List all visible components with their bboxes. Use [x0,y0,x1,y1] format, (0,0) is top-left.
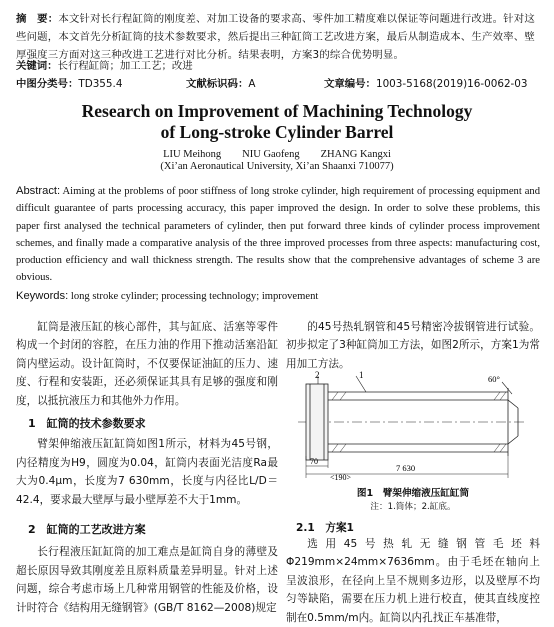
chinese-keywords-label: 关键词： [16,60,58,72]
english-abstract-label: Abstract: [16,185,61,197]
english-abstract [16,183,540,287]
section-2-paragraph: 长行程液压缸缸筒的加工难点是缸筒自身的薄壁及超长原因导致其刚度差且原料质量差异明显。针对上述问题，综合考虑市场上几种常用钢管的性能及价格，设计时符合《结构用无缝钢管》(GB/T 8162—2008)规定 [16,546,278,614]
label-1: 1 [359,370,364,380]
label-2: 2 [315,370,320,380]
english-keywords [16,290,540,302]
body-right-column-top [286,318,540,373]
article-meta-row [16,75,538,91]
cylinder-barrel-drawing [296,370,532,482]
english-authors: LIU Meihong NIU Gaofeng ZHANG Kangxi [163,149,391,160]
cylinder-bottom [306,384,328,460]
dimension-total-label: 7 630 [396,463,416,473]
section-1-heading: 1 缸筒的技术参数要求 [28,417,146,431]
chinese-abstract-text: 本文针对长行程缸筒的刚度差、对加工设备的要求高、零件加工精度难以保证等问题进行改进。针对这些问题，本文首先分析缸筒的技术参数要求，然后提出三种缸筒工艺改进方案，最后从制造成本、生产效率、壁厚强度三方面对这三种改进工艺进行对比分析。结果表明，方案3的综合优势明显。 [16,13,535,61]
english-title-line2: of Long-stroke Cylinder Barrel [160,122,394,142]
angle-label: 60° [488,374,500,384]
document-code: 文献标识码：A [186,78,256,90]
body-left-column [16,318,278,617]
chinese-keywords-text: 长行程缸筒；加工工艺；改进 [57,60,193,72]
article-number: 文章编号：1003-5168(2019)16-0062-03 [324,78,528,90]
figure-1-note: 注：1.筒体；2.缸底。 [370,502,456,512]
chinese-abstract-label: 摘 要： [16,13,59,25]
subsection-2-1-heading: 2.1 方案1 [296,522,354,534]
scheme-1-paragraph: 选用45号热轧无缝钢管毛坯料Φ219mm×24mm×7636mm。由于毛坯在轴向上呈波浪形，在径向上呈不规则多边形，以及壁厚不均匀等缺陷，需要在压力机上进行校直，使其直线度控制在0.5mm/m内。缸筒以内孔找正车基准带， [286,538,540,624]
intro-paragraph: 缸筒是液压缸的核心部件，其与缸底、活塞等零件构成一个封闭的容腔，在压力油的作用下推动活塞沿缸筒内壁运动。设计缸筒时，不仅要保证油缸的压力、速度、行程和安装距，还必须保证其具有足够的强度和刚度，以抵抗液压力和其他外力作用。 [16,321,278,407]
section-1-paragraph: 臂架伸缩液压缸缸筒如图1所示，材料为45号钢，内径精度为H9，圆度为0.04，缸筒内表面光洁度Ra最大为0.4μm，长度为7 630mm，长度与内径比L/D＝42.4，要求最大壁厚与最小壁厚差不大于1mm。 [16,438,278,506]
english-affiliation: (Xi’an Aeronautical University, Xi’an Shaanxi 710077) [160,161,394,172]
right-intro-paragraph: 的45号热轧钢管和45号精密冷拔钢管进行试验。初步拟定了3种缸筒加工方法，如图2所示，方案1为常用加工方法。 [286,321,540,370]
chinese-keywords [16,57,193,72]
english-title [0,101,554,143]
clc-number: 中图分类号：TD355.4 [16,78,123,90]
figure-1-caption: 图1 臂架伸缩液压缸缸筒 [356,488,470,499]
dimension-70-label: 70 [310,457,318,466]
english-abstract-text: Aiming at the problems of poor stiffness of long stroke cylinder, high requirement of processing equipment and difficult guarantee of parts processing accuracy, this paper improved the design. In order to solve these problems, this paper first analysed the technical parameters of cylinder, then put forward three kinds of cylinder process improvement schemes, and finally made a comparative analysis of the three improved processes from three aspects: manufacturing cost, production efficiency and wall thickness strength. The results show that the comprehensive advantages of scheme 3 are obvious. [16,186,540,284]
english-keywords-text: long stroke cylinder; processing technology; improvement [68,291,319,302]
chinese-abstract [16,10,538,64]
dimension-190-label: <190> [330,473,352,482]
english-title-line1: Research on Improvement of Machining Technology [81,101,473,121]
section-2-heading: 2 缸筒的工艺改进方案 [28,523,146,537]
english-keywords-label: Keywords: [16,290,69,302]
body-right-column-bottom [286,535,540,627]
